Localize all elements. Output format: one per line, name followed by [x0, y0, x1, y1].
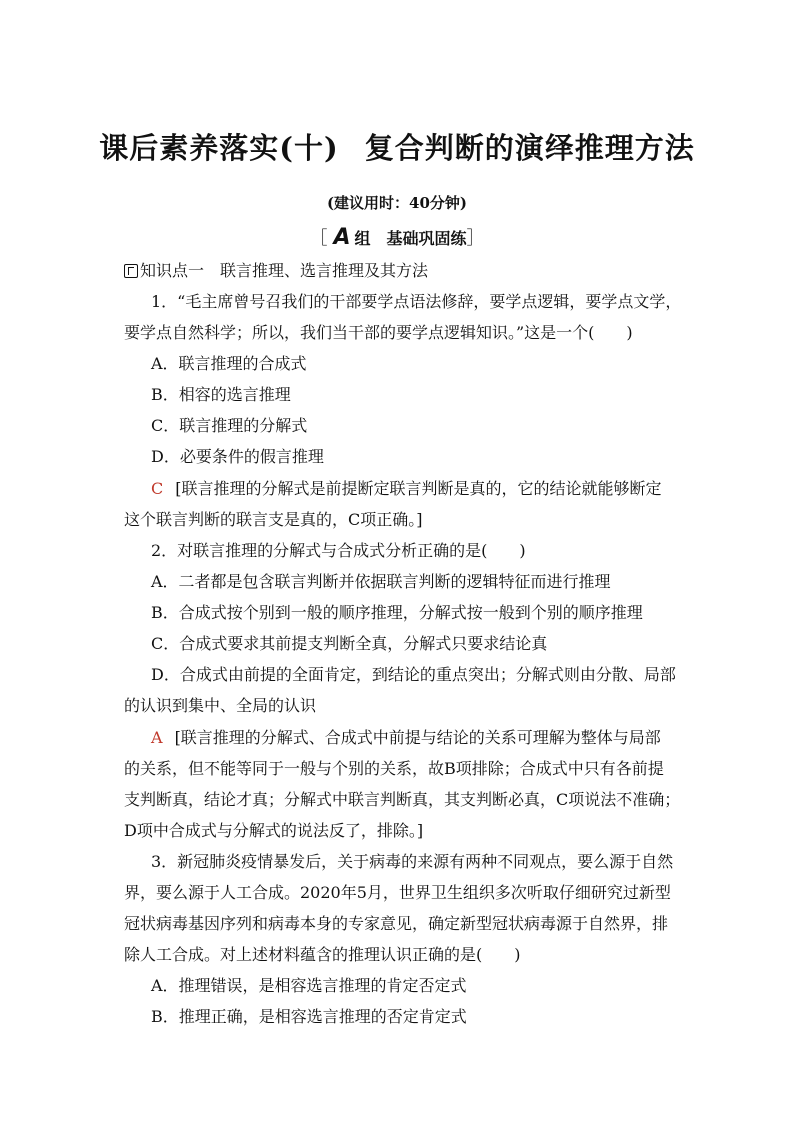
q1-explanation-line-1: [联言推理的分解式是前提断定联言判断是真的，它的结论就能够断定 [175, 479, 662, 498]
q2-answer-letter: A [151, 728, 163, 747]
suggested-time: (建议用时：40分钟) [326, 194, 468, 212]
q1-option-c: C．联言推理的分解式 [151, 416, 308, 435]
q1-stem-line-2: 要学点自然科学；所以，我们当干部的要学点逻辑知识。”这是一个( ) [124, 323, 633, 342]
knowledge-point-icon [124, 264, 138, 278]
q2-option-b: B．合成式按个别到一般的顺序推理，分解式按一般到个别的顺序推理 [151, 603, 643, 622]
q2-option-c: C．合成式要求其前提支判断全真，分解式只要求结论真 [151, 634, 548, 653]
q1-option-b: B．相容的选言推理 [151, 385, 291, 404]
q2-explanation-line-3: 支判断真，结论才真；分解式中联言判断真，其支判断必真，C项说法不准确； [124, 790, 681, 809]
group-letter: A [333, 225, 351, 250]
group-zu: 组 [354, 229, 371, 248]
q3-stem-line-1: 3．新冠肺炎疫情暴发后，关于病毒的来源有两种不同观点，要么源于自然 [151, 852, 674, 871]
q2-stem-line-1: 2．对联言推理的分解式与合成式分析正确的是( ) [151, 541, 526, 560]
q2-explanation-line-4: D项中合成式与分解式的说法反了，排除。] [124, 821, 424, 840]
title-series: 课后素养落实(十) [99, 131, 339, 165]
q2-option-a: A．二者都是包含联言判断并依据联言判断的逻辑特征而进行推理 [151, 572, 611, 591]
q3-option-a: A．推理错误，是相容选言推理的肯定否定式 [151, 976, 467, 995]
q1-answer [151, 479, 711, 499]
q2-explanation-line-1: [联言推理的分解式、合成式中前提与结论的关系可理解为整体与局部 [174, 728, 661, 747]
q1-explanation-line-2: 这个联言判断的联言支是真的，C项正确。] [124, 510, 423, 529]
knowledge-point-heading: 知识点一 联言推理、选言推理及其方法 [124, 261, 684, 281]
q1-answer-letter: C [151, 479, 164, 498]
title-topic: 复合判断的演绎推理方法 [364, 131, 695, 165]
q2-explanation-line-2: 的关系，但不能等同于一般与个别的关系，故B项排除；合成式中只有各前提 [124, 759, 664, 778]
group-heading: ［ A 组 基础巩固练］ [309, 225, 485, 250]
page-title [0, 126, 794, 167]
q1-option-d: D．必要条件的假言推理 [151, 447, 324, 466]
group-name: 基础巩固练 [386, 229, 467, 248]
q3-stem-line-3: 冠状病毒基因序列和病毒本身的专家意见，确定新型冠状病毒源于自然界，排 [124, 914, 669, 933]
q1-option-a: A．联言推理的合成式 [151, 354, 307, 373]
q2-option-d: D．合成式由前提的全面肯定，到结论的重点突出；分解式则由分散、局部 [151, 665, 676, 684]
q3-stem-line-4: 除人工合成。对上述材料蕴含的推理认识正确的是( ) [124, 945, 521, 964]
q2-answer [151, 728, 711, 748]
q1-stem-line-1: 1．“毛主席曾号召我们的干部要学点语法修辞，要学点逻辑，要学点文学， [151, 292, 682, 311]
q3-option-b: B．推理正确，是相容选言推理的否定肯定式 [151, 1007, 467, 1026]
q2-option-d-cont: 的认识到集中、全局的认识 [124, 696, 317, 715]
q3-stem-line-2: 界，要么源于人工合成。2020年5月，世界卫生组织多次听取仔细研究过新型 [124, 883, 671, 902]
